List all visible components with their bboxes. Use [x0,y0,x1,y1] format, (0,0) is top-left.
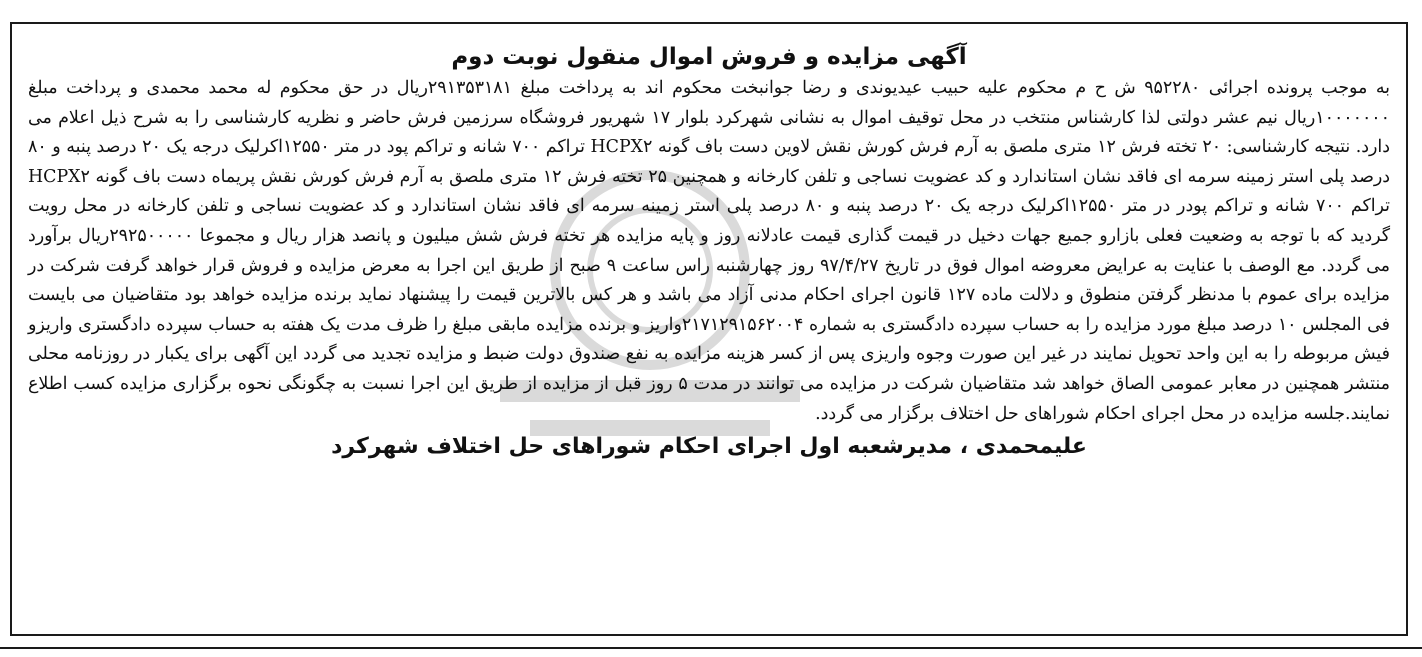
notice-frame [10,22,1408,636]
bottom-rule [0,647,1422,649]
notice-signature: علیمحمدی ، مدیرشعبه اول اجرای احکام شوراهای حل اختلاف شهرکرد [331,434,1087,460]
notice-body: به موجب پرونده اجرائی ۹۵۲۲۸۰ ش ح م محکوم علیه حبیب عیدیوندی و رضا جوانبخت محکوم اند به پرداخت مبلغ ۲۹۱۳۵۳۱۸۱ریال در حق محکوم له محمد محمدی و پرداخت مبلغ ۱۰۰۰۰۰۰۰ریال نیم عشر دولتی لذا کارشناس منتخب در محل توقیف اموال به نشانی شهرکرد بلوار ۱۷ شهریور فروشگاه سرزمین فرش حاضر و نظریه کارشناسی را به شرح ذیل اعلام می دارد. نتیجه کارشناسی: ۲۰ تخته فرش ۱۲ متری ملصق به آرم فرش کورش نقش لاوین دست باف گونه HCPX۲ تراکم ۷۰۰ شانه و تراکم پود در متر ۱۲۵۵۰اکرلیک درجه یک ۲۰ درصد پنبه و ۸۰ درصد پلی استر زمینه سرمه ای فاقد نشان استاندارد و کد عضویت نساجی و تلفن کارخانه و همچنین ۲۵ تخته فرش ۱۲ متری ملصق به آرم فرش کورش نقش پریماه دست باف گونه HCPX۲ تراکم ۷۰۰ شانه و تراکم پودر در متر ۱۲۵۵۰اکرلیک درجه یک ۲۰ درصد پنبه و ۸۰ درصد پلی استر زمینه سرمه ای فاقد نشان استاندارد و کد عضویت نساجی و تلفن کارخانه در محل رویت گردید که با توجه به وضعیت فعلی بازارو جمیع جهات دخیل در قیمت گذاری قیمت عادلانه روز و پایه مزایده هر تخته فرش شش میلیون و پانصد هزار ریال و مجموعا ۲۹۲۵۰۰۰۰۰ریال برآورد می گردد. مع الوصف با عنایت به عرایض معروضه اموال فوق در تاریخ ۹۷/۴/۲۷ روز چهارشنبه راس ساعت ۹ صبح از طریق این اجرا به معرض مزایده و فروش قرار خواهد گرفت شرکت در مزایده برای عموم با مدنظر گرفتن منطوق و دلالت ماده ۱۲۷ قانون اجرای احکام مدنی آزاد می باشد و هر کس بالاترین قیمت را پیشنهاد نماید برنده مزایده خواهد بود متقاضیان می بایست فی المجلس ۱۰ درصد مبلغ مورد مزایده را به حساب سپرده دادگستری به شماره ۲۱۷۱۲۹۱۵۶۲۰۰۴واریز و برنده مزایده مابقی مبلغ را ظرف مدت یک هفته به حساب سپرده دادگستری واریزو فیش مربوطه را به این واحد تحویل نمایند در غیر این صورت وجوه واریزی پس از کسر هزینه مزایده به نفع صندوق دولت ضبط و مزایده تجدید می گردد این آگهی برای یکبار در روزنامه محلی منتشر همچنین در معابر عمومی الصاق خواهد شد متقاضیان شرکت در مزایده می توانند در مدت ۵ روز قبل از مزایده از طریق این اجرا نسبت به چگونگی نحوه برگزاری مزایده کسب اطلاع نمایند.جلسه مزایده در محل اجرای احکام شوراهای حل اختلاف برگزار می گردد. [28,78,1391,424]
notice-title: آگهی مزایده و فروش اموال منقول نوبت دوم [451,44,967,70]
